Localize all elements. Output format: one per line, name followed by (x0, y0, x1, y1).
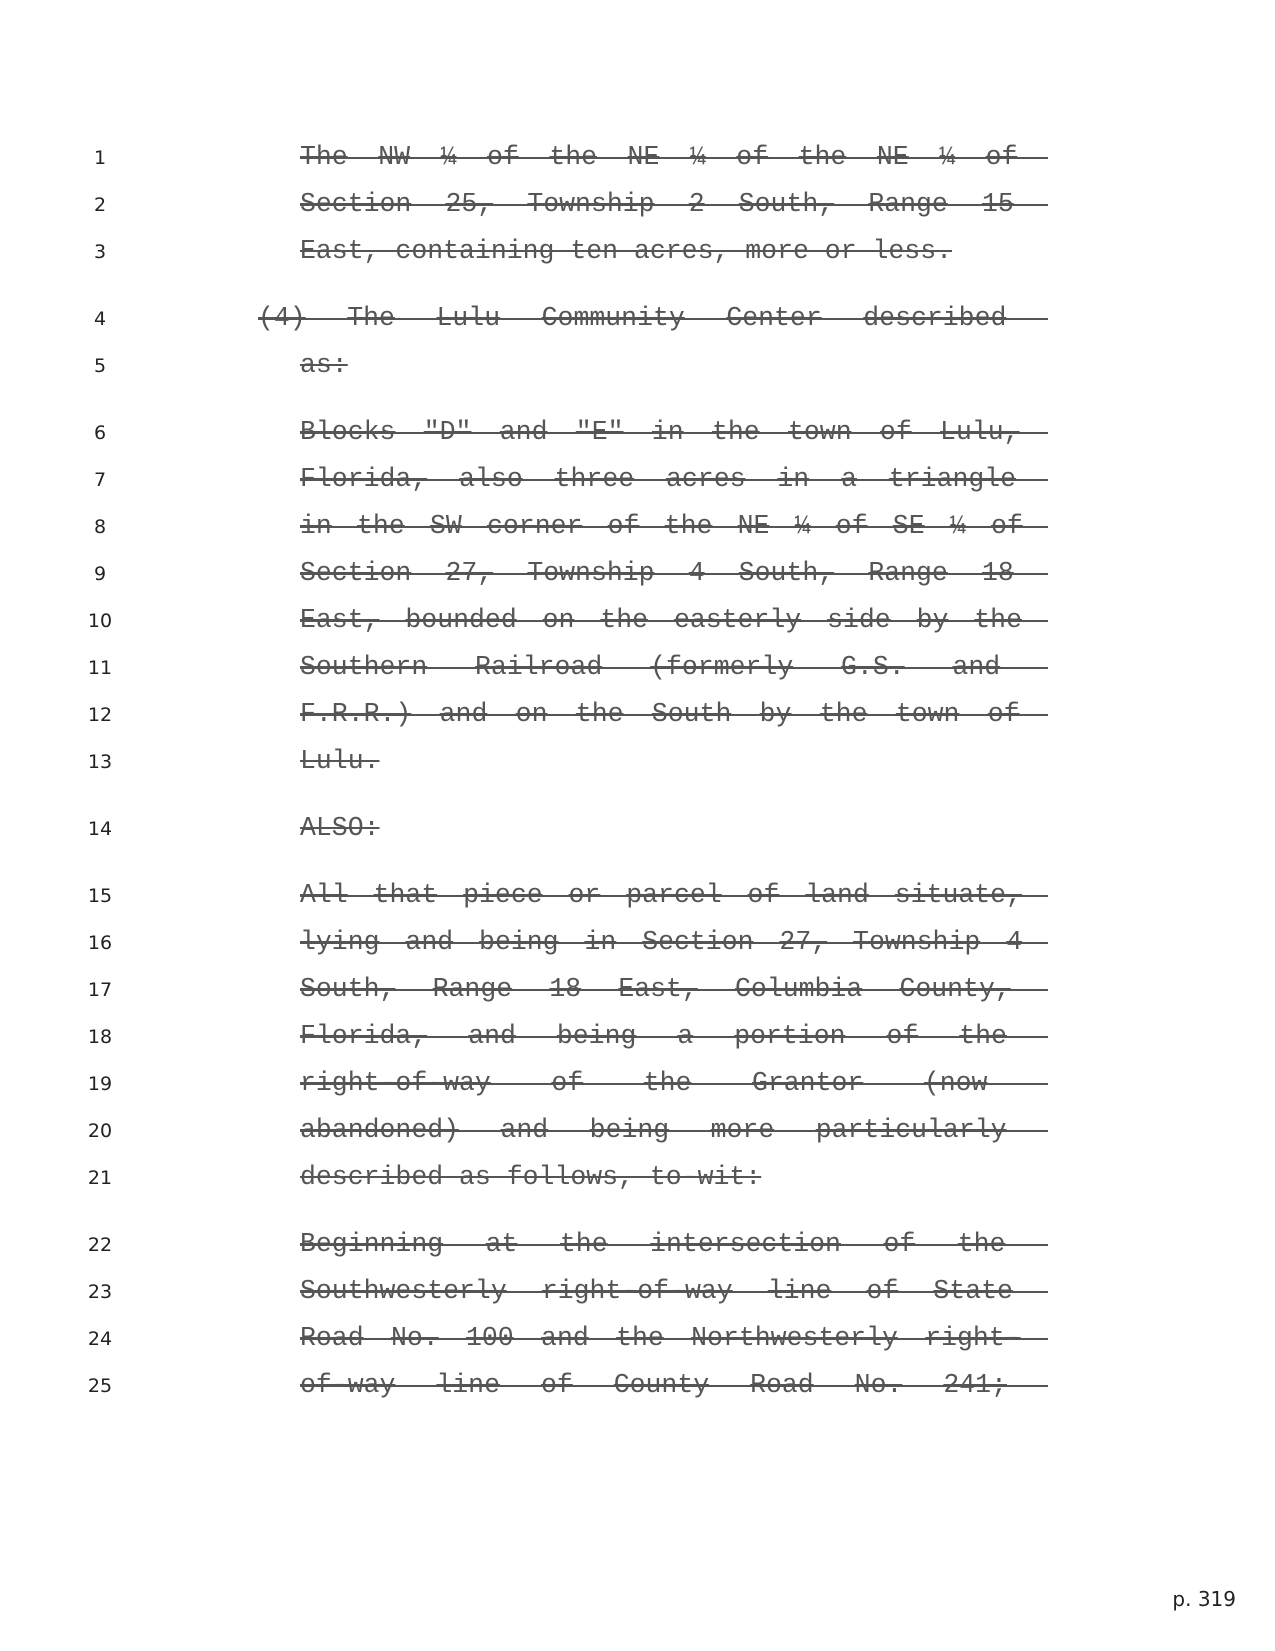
word: 15 (981, 189, 1014, 219)
word: in (300, 511, 332, 541)
word: of (835, 511, 868, 541)
line-number: 2 (93, 194, 107, 216)
word: the (819, 699, 868, 729)
struck-text-line (300, 466, 1048, 492)
struck-text-line: Lulu. (300, 746, 380, 776)
word: the (711, 417, 760, 447)
word: of (607, 511, 640, 541)
line-number: 4 (93, 308, 107, 330)
word: also (459, 464, 523, 494)
word: in (651, 417, 684, 447)
struck-text-line (300, 882, 1048, 908)
struck-text-line (300, 144, 1048, 170)
word: three (554, 464, 635, 494)
struck-text-line (300, 1070, 1048, 1096)
word: a (841, 464, 857, 494)
struck-text-line (300, 1325, 1048, 1351)
word: Township (527, 189, 655, 219)
page-number: p. 319 (1172, 1587, 1236, 1611)
line-number: 8 (93, 516, 107, 538)
word: Florida, (300, 464, 428, 494)
word: and (541, 1323, 589, 1353)
word: ¼ (689, 142, 706, 172)
word: the (643, 1068, 692, 1098)
word: Grantor (751, 1068, 864, 1098)
word: lying (300, 927, 380, 957)
word: The (347, 303, 395, 333)
struck-text-line: as: (300, 350, 348, 380)
line-number: 13 (87, 751, 113, 773)
line-number: 20 (87, 1120, 113, 1142)
word: 18 (981, 558, 1014, 588)
word: South, (738, 558, 835, 588)
word: that (373, 880, 438, 910)
word: intersection (650, 1229, 841, 1259)
word: G.S. (841, 652, 905, 682)
word: land (805, 880, 869, 910)
word: and (468, 1021, 516, 1051)
line-number: 15 (87, 885, 113, 907)
line-number: 10 (87, 610, 113, 632)
word: Railroad (475, 652, 603, 682)
word: particularly (815, 1115, 1007, 1145)
word: Lulu (436, 303, 501, 333)
line-number: 21 (87, 1167, 113, 1189)
word: SW (429, 511, 462, 541)
word: the (616, 1323, 664, 1353)
struck-text-line (300, 654, 1048, 680)
word: of (879, 417, 912, 447)
word: NE (737, 511, 770, 541)
word: at (485, 1229, 518, 1259)
word: and (952, 652, 1001, 682)
word: on (515, 699, 548, 729)
word: the (798, 142, 847, 172)
word: town (895, 699, 960, 729)
word: situate, (894, 880, 1022, 910)
word: South (651, 699, 732, 729)
struck-text-line: ALSO: (300, 813, 380, 843)
word: the (959, 1021, 1007, 1051)
word: line (436, 1370, 500, 1400)
word: acres (666, 464, 746, 494)
word: town (787, 417, 852, 447)
word: Blocks (300, 417, 396, 447)
line-number: 14 (87, 818, 113, 840)
word: of (551, 1068, 584, 1098)
word: or (568, 880, 601, 910)
word: the (957, 1229, 1006, 1259)
word: "D" (423, 417, 472, 447)
struck-text-line (300, 419, 1048, 445)
word: Range (868, 189, 948, 219)
word: of (486, 142, 519, 172)
word: NE (876, 142, 909, 172)
struck-text-line (300, 1231, 1048, 1257)
word: and (405, 927, 454, 957)
word: NW (378, 142, 411, 172)
word: Lulu, (940, 417, 1020, 447)
word: right-of-way (300, 1068, 491, 1098)
line-number: 5 (93, 355, 107, 377)
line-number: 1 (93, 147, 107, 169)
word: 27, (779, 927, 828, 957)
word: the (357, 511, 405, 541)
word: The (300, 142, 348, 172)
word: right-of-way (541, 1276, 733, 1306)
word: being (556, 1021, 637, 1051)
word: more (710, 1115, 775, 1145)
word: of (886, 1021, 919, 1051)
word: 4 (1006, 927, 1023, 957)
struck-text-line (300, 1278, 1048, 1304)
word: State (933, 1276, 1013, 1306)
word: portion (734, 1021, 846, 1051)
word: being (479, 927, 559, 957)
struck-text-line (300, 1023, 1048, 1049)
word: the (559, 1229, 608, 1259)
word: Section (642, 927, 754, 957)
word: Section (300, 189, 412, 219)
word: by (759, 699, 792, 729)
struck-text-line (300, 191, 1048, 217)
word: (formerly (650, 652, 794, 682)
word: South, (738, 189, 835, 219)
word: the (549, 142, 598, 172)
struck-text-line: East, containing ten acres, more or less. (300, 236, 953, 266)
word: Section (300, 558, 412, 588)
line-number: 19 (87, 1073, 113, 1095)
word: a (677, 1021, 694, 1051)
word: of (990, 511, 1023, 541)
word: South, (300, 974, 396, 1004)
word: 100 (466, 1323, 514, 1353)
word: in (584, 927, 617, 957)
word: the (575, 699, 624, 729)
word: and (500, 1115, 549, 1145)
word: SE (892, 511, 925, 541)
word: being (589, 1115, 670, 1145)
line-number: 16 (87, 932, 113, 954)
word: County, (899, 974, 1011, 1004)
word: Range (868, 558, 948, 588)
word: the (974, 605, 1022, 635)
struck-text-line (300, 607, 1048, 633)
word: of (540, 1370, 573, 1400)
word: side (827, 605, 891, 635)
word: F.R.R.) (300, 699, 412, 729)
word: of (987, 699, 1020, 729)
line-number: 24 (87, 1328, 113, 1350)
line-number: 17 (87, 979, 113, 1001)
word: "E" (575, 417, 624, 447)
word: ¼ (939, 142, 956, 172)
word: of-way (300, 1370, 396, 1400)
word: No. (854, 1370, 903, 1400)
line-number: 6 (93, 422, 107, 444)
word: NE (627, 142, 660, 172)
line-number: 12 (87, 704, 113, 726)
struck-text-line (258, 305, 1048, 331)
word: abandoned) (300, 1115, 460, 1145)
word: easterly (673, 605, 802, 635)
word: Center (726, 303, 822, 333)
word: ¼ (949, 511, 966, 541)
word: right- (925, 1323, 1021, 1353)
line-number: 3 (93, 241, 107, 263)
word: Community (541, 303, 685, 333)
struck-text-line (300, 1372, 1048, 1398)
word: of (747, 880, 780, 910)
word: and (499, 417, 548, 447)
word: the (600, 605, 649, 635)
word: 27, (445, 558, 494, 588)
line-number: 22 (87, 1234, 113, 1256)
word: Northwesterly (691, 1323, 898, 1353)
word: All (300, 880, 348, 910)
word: ¼ (794, 511, 811, 541)
word: Southern (300, 652, 428, 682)
word: East, (618, 974, 698, 1004)
struck-text-line (300, 560, 1048, 586)
word: No. (390, 1323, 439, 1353)
line-number: 9 (93, 563, 107, 585)
word: Township (853, 927, 981, 957)
struck-text-line (300, 976, 1048, 1002)
word: ¼ (440, 142, 457, 172)
word: 25, (445, 189, 494, 219)
line-number: 11 (87, 657, 113, 679)
word: Florida, (300, 1021, 428, 1051)
line-number: 23 (87, 1281, 113, 1303)
word: (4) (258, 303, 306, 333)
struck-text-line (300, 513, 1048, 539)
word: piece (463, 880, 543, 910)
word: of (866, 1276, 899, 1306)
word: corner (487, 511, 583, 541)
struck-text-line: described as follows, to-wit: (300, 1162, 762, 1192)
struck-text-line (300, 929, 1048, 955)
word: East, (300, 605, 380, 635)
line-number: 7 (93, 469, 107, 491)
word: Beginning (300, 1229, 444, 1259)
word: County (613, 1370, 710, 1400)
word: Road (750, 1370, 814, 1400)
word: Township (527, 558, 655, 588)
word: and (439, 699, 488, 729)
word: 18 (549, 974, 582, 1004)
word: of (985, 142, 1018, 172)
word: in (777, 464, 810, 494)
word: 4 (688, 558, 705, 588)
word: bounded (405, 605, 517, 635)
line-number: 25 (87, 1375, 113, 1397)
word: Road (300, 1323, 364, 1353)
word: (now (923, 1068, 988, 1098)
struck-text-line (300, 701, 1048, 727)
word: 241; (943, 1370, 1007, 1400)
word: Range (432, 974, 513, 1004)
word: by (916, 605, 949, 635)
word: Columbia (735, 974, 863, 1004)
struck-text-line (300, 1117, 1048, 1143)
line-number: 18 (87, 1026, 113, 1048)
word: 2 (688, 189, 705, 219)
word: of (883, 1229, 916, 1259)
word: triangle (888, 464, 1017, 494)
word: described (863, 303, 1007, 333)
word: parcel (626, 880, 722, 910)
word: on (542, 605, 575, 635)
word: the (664, 511, 713, 541)
word: Southwesterly (300, 1276, 507, 1306)
word: line (767, 1276, 832, 1306)
word: of (736, 142, 769, 172)
